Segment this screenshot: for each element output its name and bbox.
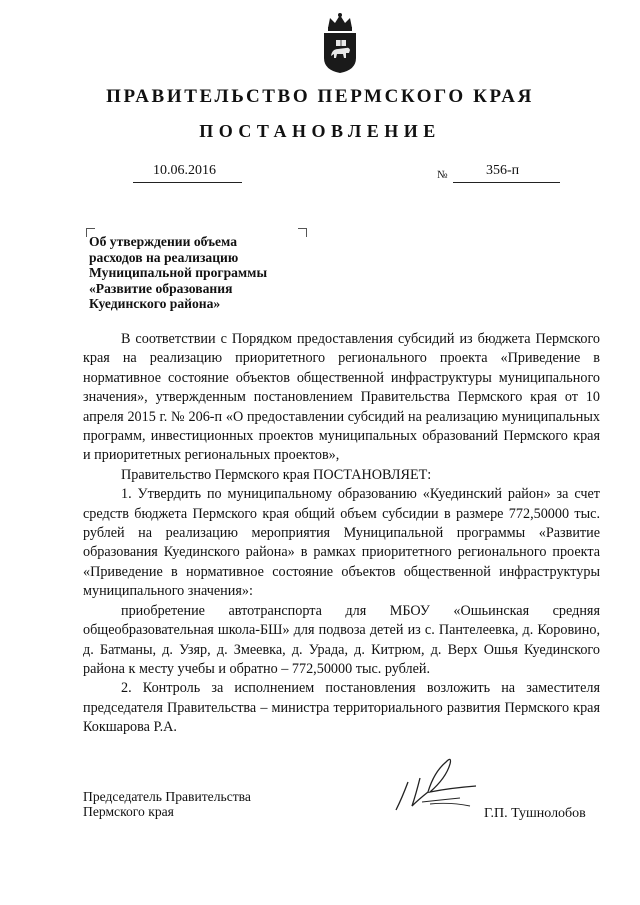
- number-sign: №: [437, 169, 448, 181]
- subject-line: Куединского района»: [89, 296, 221, 311]
- position-line: Председатель Правительства: [83, 789, 251, 804]
- document-subject: [89, 234, 319, 312]
- subject-line: расходов на реализацию: [89, 249, 239, 265]
- item-1-paragraph: 1. Утвердить по муниципальному образованию «Куединский район» за счет средств бюджета Пермского края общий объем субсидии в размере 772,50000 тыс. рублей на реализацию мероприятия Муниципальной программы «Развитие образования Куединского района» в рамках приоритетного регионального проекта «Приведение в нормативное состояние объектов общественной инфраструктуры муниципального значения»:: [83, 486, 600, 600]
- item-2-paragraph: 2. Контроль за исполнением постановления возложить на заместителя председателя Правительства – министра территориального развития Пермского края Кокшарова Р.А.: [83, 680, 600, 736]
- resolution-paragraph: Правительство Пермского края ПОСТАНОВЛЯЕТ:: [121, 466, 432, 483]
- document-type: ПОСТАНОВЛЕНИЕ: [199, 121, 441, 141]
- position-line: Пермского края: [83, 803, 174, 819]
- subject-line: Муниципальной программы: [89, 265, 268, 280]
- preamble-paragraph: В соответствии с Порядком предоставления субсидий из бюджета Пермского края на реализацию приоритетного регионального проекта «Приведение в нормативное состояние объектов общественной инфраструктуры муниципального значения», утвержденным постановлением Правительства Пермского края от 10 апреля 2015 г. № 206-п «О предоставлении субсидий на реализацию муниципальных программ, инвестиционных проектов муниципальных образований Пермского края и приоритетных региональных проектов»,: [83, 331, 600, 464]
- document-date: 10.06.2016: [153, 163, 216, 178]
- government-title: ПРАВИТЕЛЬСТВО ПЕРМСКОГО КРАЯ: [106, 86, 534, 107]
- item-1-detail-paragraph: приобретение автотранспорта для МБОУ «Ошьинская средняя общеобразовательная школа-БШ» для подвоза детей из с. Пантелеевка, д. Коровино, д. Батманы, д. Узяр, д. Змеевка, д. Урада, д. Китрюм, д. Верх Ошья Куединского района к месту учебы и обратно – 772,50000 тыс. рублей.: [83, 602, 600, 677]
- subject-line: «Развитие образования: [89, 280, 233, 296]
- signatory-position: [83, 790, 251, 819]
- perm-krai-coat-of-arms-icon: [318, 12, 362, 74]
- document-number: 356-п: [486, 163, 520, 178]
- document-body: [83, 330, 600, 738]
- signatory-name: Г.П. Тушнолобов: [484, 806, 586, 821]
- subject-line: Об утверждении объема: [89, 234, 238, 249]
